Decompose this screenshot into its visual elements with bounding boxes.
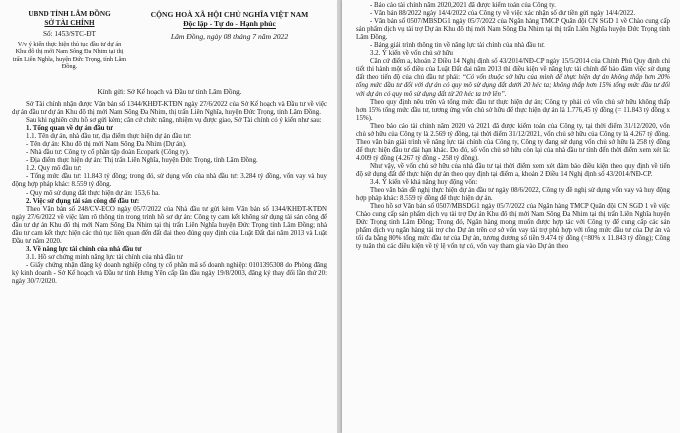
- body-paragraph: Theo hồ sơ Văn bản số 0507/MBSDG1 ngày 05/7/2022 của Ngân hàng TMCP Quân đội CN SGD 1 về việc Chào cung cấp sản phẩm dịch vụ tài trợ Dự án Khu đô thị mới Nam Sông Đa Nhim tại thị trấn Liên Nghĩa huyện Đức Trọng tỉnh Lâm Đồng; Trong đó, Ngân hàng mong muốn được hợp tác với Công ty để cung cấp các sản phẩm dịch vụ ngân hàng tài trợ cho Dự án trên cơ sở vốn vay tài trợ phù hợp với tổng mức đầu tư của Dự án và tối đa bằng 80% tổng mức đầu tư của Dự án, tương đương số tiền 9.474 tỷ đồng (=80% x 11.843 tỷ đồng); Công ty tuân thủ các điều kiện về tỷ lệ vốn tự có, vốn vay tham gia vào Dự án theo: [356, 203, 670, 251]
- issuer-block: [12, 10, 127, 70]
- legal-basis-text: Căn cứ điểm a, khoản 2 Điều 14 Nghị định số 43/2014/NĐ-CP ngày 15/5/2014 của Chính Phủ Quy định chi tiết thi hành một số điều của Luật Đất đai năm 2013 thì điều kiện về năng lực tài chính để bảo đảm việc sử dụng đất theo tiến độ của chủ đầu tư phải:: [356, 58, 670, 82]
- section-heading: 2. Việc sử dụng tài sản công để đầu tư:: [26, 197, 140, 205]
- list-item: - Địa điểm thực hiện dự án: Thị trấn Liên Nghĩa, huyện Đức Trọng, tỉnh Lâm Đồng.: [26, 157, 258, 165]
- body-paragraph: Theo báo cáo tài chính năm 2020 và 2021 đã được kiểm toán của Công ty, tại thời điểm 31/12/2020, vốn chủ sở hữu của Công ty là 2.569 tỷ đồng, tại thời điểm 31/12/2021, vốn chủ sở hữu của Công ty là 4.267 tỷ đồng. Theo văn bản giải trình về năng lực tài chính của Công ty, Công ty đang sử dụng vốn chủ sở hữu là 258 tỷ đồng để thực hiện đầu tư dài hạn khác. Do đó, số vốn chủ sở hữu còn lại của nhà đầu tư tính đến thời điểm xem xét là: 4.009 tỷ đồng (4.267 tỷ đồng - 258 tỷ đồng).: [356, 122, 670, 162]
- section-heading: 1. Tổng quan về dự án đầu tư: [26, 125, 113, 133]
- list-item: - Văn bản số 0507/MBSDG1 ngày 05/7/2022 của Ngân hàng TMCP Quân đội CN SGD 1 về Chào cung cấp sản phẩm dịch vụ tài trợ Dự án Khu đô thị mới Nam Sông Đa Nhim tại thị trấn Liên Nghĩa huyện Đức Trọng tỉnh Lâm Đồng.: [356, 18, 670, 42]
- list-item: - Báo cáo tài chính năm 2020,2021 đã được kiểm toán của Công ty.: [370, 2, 556, 9]
- national-motto: Độc lập - Tự do - Hạnh phúc: [183, 19, 276, 28]
- subsection-heading: 1.1. Tên dự án, nhà đầu tư, địa điểm thực hiện dự án đầu tư:: [26, 133, 192, 141]
- subsection-heading: 1.2. Quy mô đầu tư:: [26, 165, 82, 173]
- document-subject: V/v ý kiến thực hiện thủ tục đầu tư dự án Khu đô thị mới Nam Sông Đa Nhim tại thị trấn Liên Nghĩa, huyện Đức Trọng, tỉnh Lâm Đồng.: [12, 40, 127, 70]
- subsection-heading: 3.2. Ý kiến về vốn chủ sở hữu: [370, 50, 453, 58]
- list-item: - Tên dự án: Khu đô thị mới Nam Sông Đa Nhim (Dự án).: [26, 141, 187, 149]
- subsection-heading: 3.4. Ý kiến về khả năng huy động vốn:: [370, 179, 478, 187]
- recipient-line: Kính gửi: Sở Kế hoạch và Đầu tư tỉnh Lâm Đồng.: [97, 88, 242, 96]
- document-header: [12, 10, 327, 86]
- body-paragraph: Theo văn bản đề nghị thực hiện dự án đầu tư ngày 08/6/2022, Công ty đề nghị sử dụng vốn vay và huy động hợp pháp khác: 8.559 tỷ đồng để thực hiện dự án.: [356, 187, 670, 203]
- list-item: - Văn bản 88/2022 ngày 14/4/2022 của Công ty về việc xác nhận số dư tiền gửi ngày 14/4/2022.: [370, 10, 636, 18]
- issuer-org: SỞ TÀI CHÍNH: [44, 18, 95, 27]
- place-date: Lâm Đồng, ngày 08 tháng 7 năm 2022: [170, 32, 289, 41]
- page-right: [342, 0, 680, 433]
- document-number: Số: 1453/STC-ĐT: [43, 30, 96, 39]
- body-paragraph: [356, 58, 670, 98]
- section-heading: 3. Về năng lực tài chính của nhà đầu tư: [26, 245, 142, 253]
- issuer-parent-org: UBND TỈNH LÂM ĐỒNG: [28, 10, 111, 18]
- body-paragraph: Sở Tài chính nhận được Văn bản số 1344/KHĐT-KTĐN ngày 27/6/2022 của Sở Kế hoạch và Đầu tư về việc dự án đầu tư dự án Khu đô thị mới Nam Sông Đa Nhim, thị trấn Liên Nghĩa, huyện Đức Trọng, tỉnh Lâm Đồng.: [12, 101, 327, 117]
- body-paragraph: - Giấy chứng nhận đăng ký doanh nghiệp công ty cổ phần mã số doanh nghiệp: 0101395308 do Phòng đăng ký kinh doanh - Sở Kế hoạch và Đầu tư tỉnh Hưng Yên cấp lần đầu ngày 19/8/2003, đăng ký thay đổi lần thứ 20: ngày 30/7/2020.: [12, 261, 327, 286]
- body-paragraph: Theo quy định nêu trên và tổng mức đầu tư thực hiện dự án; Công ty phải có vốn chủ sở hữu không thấp hơn 15% tổng mức đầu tư, tương ứng vốn chủ sở hữu để thực hiện dự án là 1.776,45 tỷ đồng (= 11.843 tỷ đồng x 15%).: [356, 98, 670, 122]
- body-paragraph: Sau khi nghiên cứu hồ sơ gửi kèm; căn cứ chức năng, nhiệm vụ được giao, Sở Tài chính có ý kiến như sau:: [26, 117, 322, 125]
- page-left: [0, 0, 337, 433]
- national-header: [132, 10, 327, 41]
- legal-quote: “Có vốn thuộc sở hữu của mình để thực hiện dự án không thấp hơn 20% tổng mức đầu tư đối với dự án có quy mô sử dụng đất dưới 20 héc ta; không thấp hơn 15% tổng mức đầu tư đối với dự án có quy mô sử dụng đất từ 20 héc ta trở lên”.: [356, 74, 670, 98]
- list-item: - Quy mô sử dụng đất thực hiện dự án: 153,6 ha.: [26, 189, 160, 197]
- list-item: - Nhà đầu tư: Công ty cổ phần tập đoàn Ecopark (Công ty).: [26, 149, 190, 157]
- body-paragraph: Theo Văn bản số 248/CV-ECO ngày 05/7/2022 của Nhà đầu tư gửi kèm Văn bản số 1344/KHĐT-KTĐN ngày 27/6/2022 về việc làm rõ thông tin trong trình hồ sơ dự án: Công ty cam kết không sử dụng tài sản công để đầu tư dự án Khu đô thị mới Nam Sông Đa Nhim tại thị trấn Liên Nghĩa huyện Đức Trọng tỉnh Lâm Đồng; nhà đầu tư cam kết thực hiện các thủ tục liên quan đến đất đai theo đúng quy định của Luật Đất đai năm 2013 và Luật Đầu tư năm 2020.: [12, 205, 327, 245]
- nation-title: CỘNG HOÀ XÃ HỘI CHỦ NGHĨA VIỆT NAM: [150, 10, 309, 19]
- list-item: - Tổng mức đầu tư: 11.843 tỷ đồng; trong đó, sử dụng vốn của nhà đầu tư: 3.284 tỷ đồng, vốn vay và huy động hợp pháp khác: 8.559 tỷ đồng.: [12, 173, 327, 189]
- body-paragraph: Như vậy, về vốn chủ sở hữu của nhà đầu tư tại thời điểm xem xét đảm bảo điều kiện theo quy định về tiến độ sử dụng đất để thực hiện dự án theo quy định tại điểm a, khoản 2 Điều 14 Nghị định số 43/2014/NĐ-CP.: [356, 162, 670, 178]
- subsection-heading: 3.1. Hồ sơ chứng minh năng lực tài chính của nhà đầu tư: [26, 253, 183, 261]
- list-item: - Bảng giải trình thông tin về năng lực tài chính của nhà đầu tư.: [370, 42, 545, 50]
